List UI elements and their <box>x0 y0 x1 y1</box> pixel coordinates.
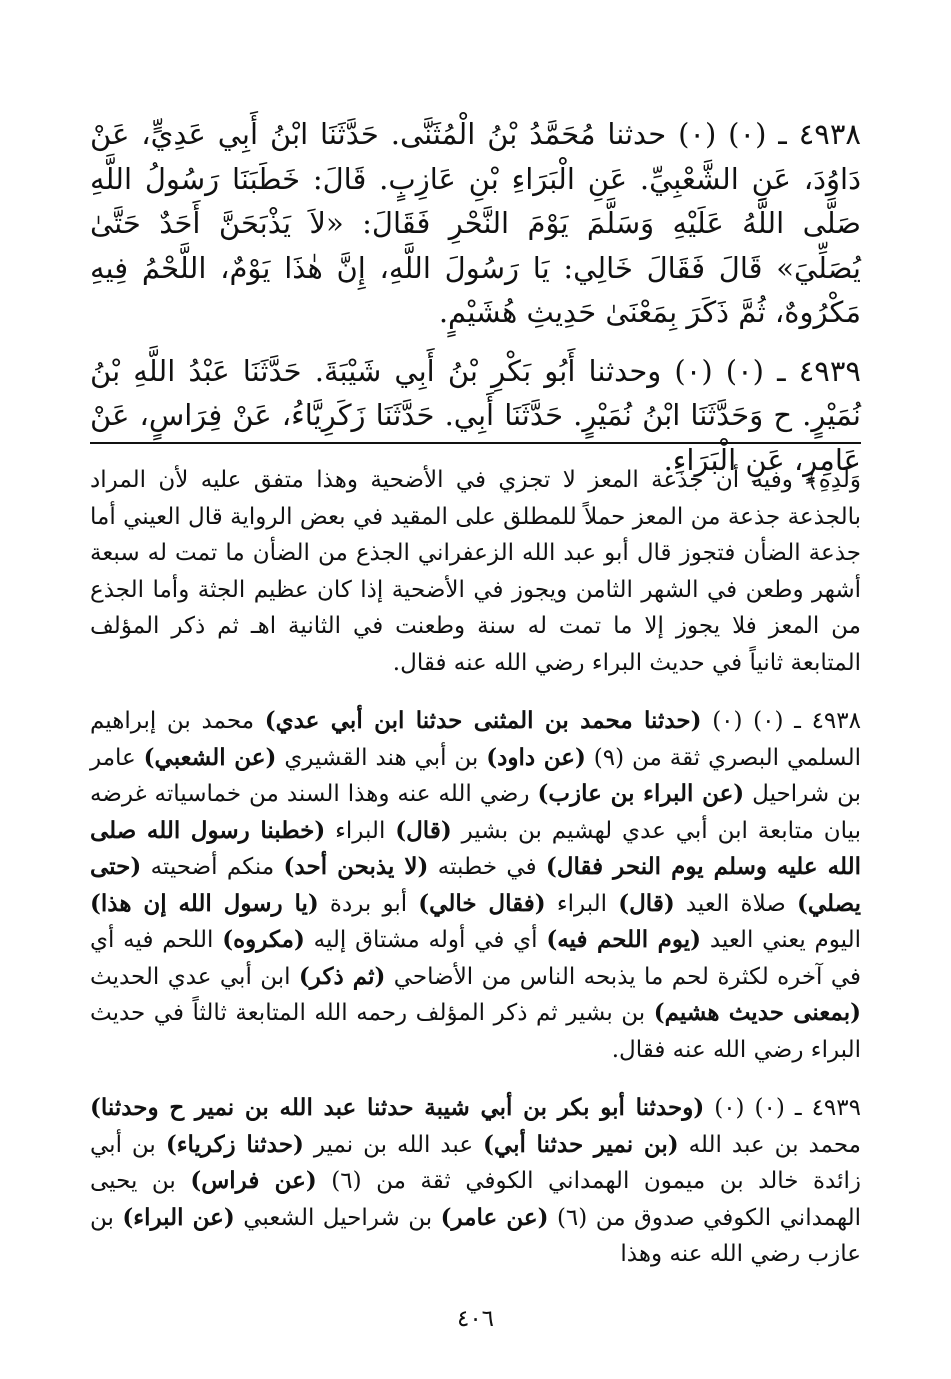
bold-text-run: (مكروه) <box>222 926 305 953</box>
text-run: ٤٩٣٩ ـ (٠) (٠) <box>704 1095 861 1121</box>
text-run: ٤٩٣٨ ـ (٠) (٠) <box>701 708 861 734</box>
text-run: بن بشير ثم ذكر المؤلف رحمه الله المتابعة ثالثاً في حديث البراء رضي الله عنه فقال. <box>90 1000 861 1063</box>
text-run: اليوم يعني العيد <box>701 927 861 953</box>
text-run: بن يحيى الهمداني الكوفي صدوق من (٦) <box>90 1168 861 1231</box>
bold-text-run: (بن نمير حدثنا أبي) <box>483 1130 679 1158</box>
commentary-paragraph-3 <box>90 1090 861 1273</box>
text-run: في خطبته <box>428 854 546 880</box>
text-run: أي في أوله مشتاق إليه <box>304 927 547 953</box>
text-run: أبو بردة <box>318 890 419 917</box>
bold-text-run: (عن البراء بن عازب) <box>537 780 745 807</box>
bold-text-run: (يا رسول الله إن هذا) <box>90 889 319 917</box>
bold-text-run: (فقال خالي) <box>418 889 546 917</box>
bold-text-run: (حدثنا محمد بن المثنى حدثنا ابن أبي عدي) <box>264 707 702 734</box>
bold-text-run: (قال) <box>395 816 452 844</box>
bold-text-run: (عن عامر) <box>440 1203 549 1231</box>
text-run: بن أبي هند القشيري <box>276 744 487 771</box>
commentary <box>90 462 861 1273</box>
bold-text-run: (عن البراء) <box>122 1203 235 1231</box>
bold-text-run: (ثم ذكر) <box>298 962 386 990</box>
bold-text-run: (قال) <box>618 889 675 917</box>
text-run: ابن أبي عدي الحديث <box>90 963 299 990</box>
text-run: محمد بن عبد الله <box>678 1131 861 1158</box>
footnote-separator <box>90 442 861 444</box>
text-run: منكم أضحيته <box>141 854 284 880</box>
commentary-paragraph-2 <box>90 703 861 1068</box>
text-run: عبد الله بن نمير <box>303 1131 484 1158</box>
text-run: بن أبي زائدة خالد بن ميمون الهمداني الكوفي ثقة من (٦) <box>90 1131 862 1194</box>
text-run: بن شراحيل الشعبي <box>234 1204 441 1231</box>
bold-text-run: (يوم اللحم فيه) <box>546 926 702 953</box>
bold-text-run: (لا يذبحن أحد) <box>283 853 429 880</box>
bold-text-run: (عن فراس) <box>190 1167 317 1194</box>
bold-text-run: (عن داود) <box>486 743 586 771</box>
text-run: البراء <box>545 890 619 917</box>
hadith-4938: ٤٩٣٨ ـ (٠) (٠) حدثنا مُحَمَّدُ بْنُ الْمُثَنَّى. حَدَّثَنَا ابْنُ أَبِي عَدِيٍّ، عَنْ دَاوُدَ، عَنِ الشَّعْبِيِّ. عَنِ الْبَرَاءِ بْنِ عَازِبٍ. قَالَ: خَطَبَنَا رَسُولُ اللَّهِ صَلَّى اللَّهُ عَلَيْهِ وَسَلَّمَ يَوْمَ النَّحْرِ فَقَالَ: «لاَ يَذْبَحَنَّ أَحَدٌ حَتَّىٰ يُصَلِّيَ» قَالَ فَقَالَ خَالِي: يَا رَسُولَ اللَّهِ، إِنَّ هٰذَا يَوْمٌ، اللَّحْمُ فِيهِ مَكْرُوهٌ، ثُمَّ ذَكَرَ بِمَعْنَىٰ حَدِيثِ هُشَيْمٍ. <box>90 117 861 329</box>
bold-text-run: (عن الشعبي) <box>143 743 277 771</box>
text-run: البراء <box>325 817 396 844</box>
hadith-4939: ٤٩٣٩ ـ (٠) (٠) وحدثنا أَبُو بَكْرِ بْنُ أَبِي شَيْبَةَ. حَدَّثَنَا عَبْدُ اللَّهِ بْنُ نُمَيْرٍ. ح وَحَدَّثَنَا ابْنُ نُمَيْرٍ. حَدَّثَنَا أَبِي. حَدَّثَنَا زَكَرِيَّاءُ، عَنْ فِرَاسٍ، عَنْ عَامِرٍ، عَنِ الْبَرَاءِ. <box>90 353 861 477</box>
text-run: صلاة العيد <box>674 890 797 917</box>
text-run: اللحم فيه أي في آخره لكثرة لحم ما يذبحه الناس من الأضاحي <box>90 927 861 990</box>
bold-text-run: (حتى يصلي) <box>90 853 861 917</box>
page-number: ٤٠٦ <box>456 1306 495 1332</box>
text-run: محمد بن إبراهيم السلمي البصري ثقة من (٩) <box>90 708 861 771</box>
text-run: بن عازب رضي الله عنه وهذا <box>90 1204 861 1267</box>
commentary-paragraph-1: وَلَدِهِ﴾ وفيه أن جذعة المعز لا تجزي في الأضحية وهذا متفق عليه لأن المراد بالجذعة جذعة من المعز حملاً للمطلق على المقيد في بعض الرواية قال العيني أما جذعة الضأن فتجوز قال أبو عبد الله الزعفراني الجذع من الضأن ما تمت له سبعة أشهر وطعن في الشهر الثامن ويجوز في الأضحية إذا كان عظيم الجثة وأما الجذع من المعز فلا يجوز إلا ما تمت له سنة وطعنت في الثانية اهـ ثم ذكر المؤلف المتابعة ثانياً في حديث البراء رضي الله عنه فقال. <box>90 467 861 676</box>
hadith-text <box>90 112 861 482</box>
bold-text-run: (وحدثنا أبو بكر بن أبي شيبة حدثنا عبد الله بن نمير ح وحدثنا) <box>90 1094 705 1121</box>
bold-text-run: (حدثنا زكرياء) <box>165 1130 304 1158</box>
bold-text-run: (بمعنى حديث هشيم) <box>653 999 861 1026</box>
text-run: عامر بن شراحيل <box>90 744 861 807</box>
bold-text-run: (خطبنا رسول الله صلى الله عليه وسلم يوم النحر فقال) <box>90 816 861 880</box>
text-run: رضي الله عنه وهذا السند من خماسياته غرضه بيان متابعة ابن أبي عدي لهشيم بن بشير <box>90 781 861 844</box>
